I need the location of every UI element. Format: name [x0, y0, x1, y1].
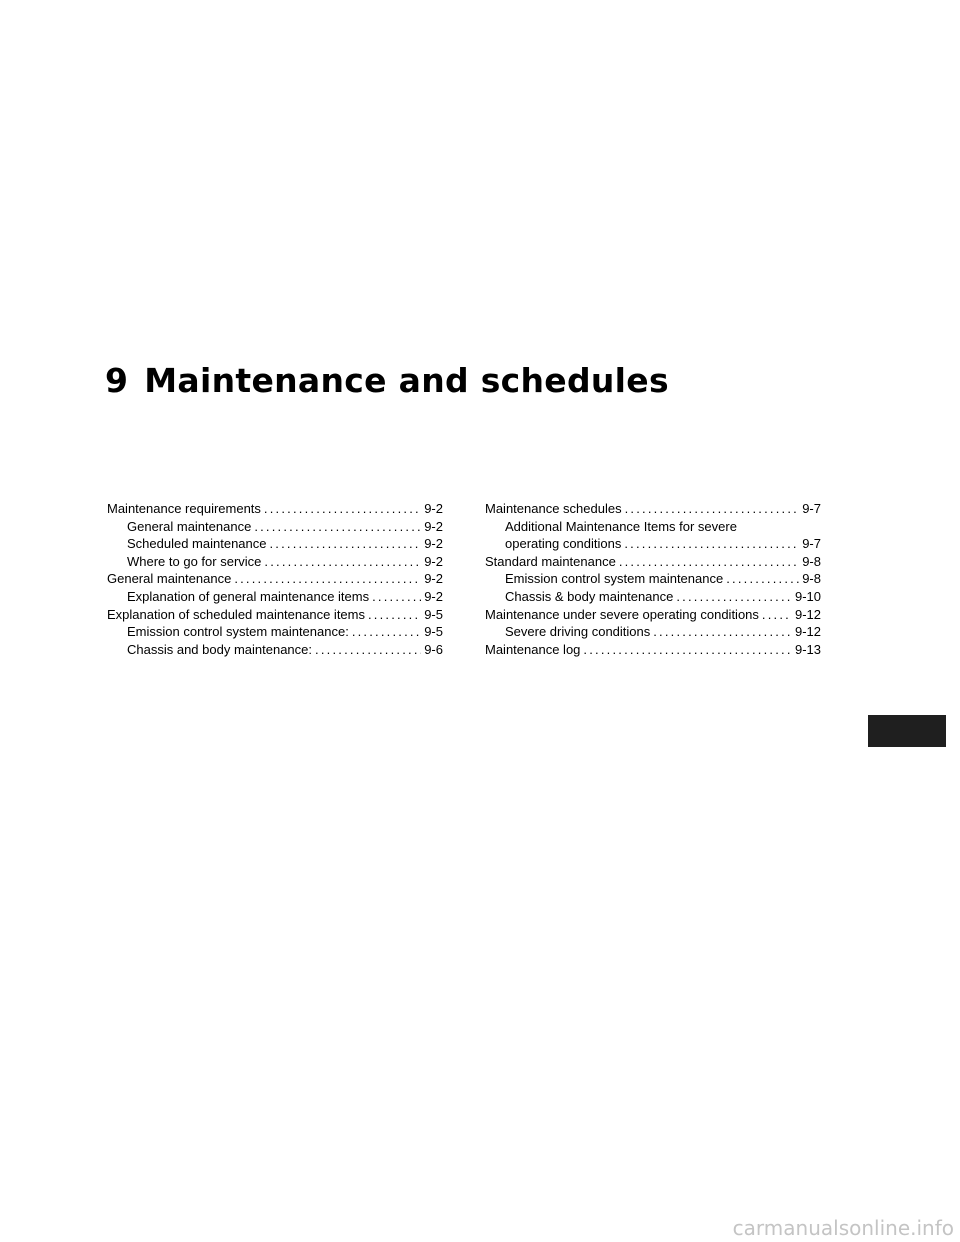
toc-entry-page: 9-2 [424, 518, 443, 534]
toc-leader [676, 588, 792, 606]
toc-entry-title: Emission control system maintenance: [127, 624, 349, 640]
toc-entry[interactable] [107, 641, 443, 659]
toc-leader [583, 641, 792, 659]
toc-entry-page: 9-7 [802, 536, 821, 552]
chapter-number: 9 [105, 361, 129, 400]
toc-entry-title: Maintenance requirements [107, 501, 261, 516]
toc-entry-title: operating conditions [505, 536, 622, 552]
toc-leader [625, 500, 800, 518]
toc-entry-page: 9-8 [802, 571, 821, 587]
toc-leader [624, 535, 799, 553]
chapter-title-text: Maintenance and schedules [144, 361, 669, 400]
toc-leader [264, 553, 421, 571]
toc-entry[interactable] [107, 570, 443, 588]
toc-entry-page: 9-12 [794, 624, 821, 640]
toc-leader [653, 623, 792, 641]
toc-entry-title: General maintenance [127, 518, 252, 534]
toc-entry[interactable] [107, 553, 443, 571]
toc-entry-page: 9-5 [424, 606, 443, 622]
toc-entry[interactable] [485, 606, 821, 624]
toc-entry-title: Explanation of general maintenance items [127, 588, 370, 604]
toc-leader [762, 606, 792, 624]
toc-entry-page: 9-8 [802, 553, 821, 569]
toc-entry-page: 9-10 [794, 588, 821, 604]
toc-entry[interactable] [485, 641, 821, 659]
watermark-text: carmanualsonline.info [732, 1216, 954, 1240]
toc-leader [352, 623, 421, 641]
toc-entry-title: Emission control system maintenance [505, 571, 724, 587]
toc-entry[interactable] [107, 623, 443, 641]
toc-leader [270, 535, 422, 553]
toc-entry[interactable] [107, 518, 443, 536]
toc-entry-page: 9-2 [424, 536, 443, 552]
toc-entry-page: 9-13 [794, 641, 821, 657]
toc-entry[interactable] [485, 553, 821, 571]
toc-entry-page: 9-2 [424, 501, 443, 516]
toc-entry[interactable] [485, 623, 821, 641]
toc-leader [315, 641, 421, 659]
toc-entry-page: 9-2 [424, 588, 443, 604]
toc-entry[interactable] [107, 535, 443, 553]
toc-entry-title: Maintenance log [485, 641, 581, 657]
toc-entry-page: 9-5 [424, 624, 443, 640]
toc-leader [619, 553, 799, 571]
chapter-tab-marker [868, 715, 946, 747]
toc-entry-title: Chassis & body maintenance [505, 588, 674, 604]
chapter-title [105, 361, 669, 400]
toc-entry-title: Severe driving conditions [505, 624, 651, 640]
toc-entry[interactable] [107, 588, 443, 606]
toc-entry-page: 9-2 [424, 553, 443, 569]
toc-leader [264, 500, 421, 518]
toc-entry-page: 9-7 [802, 501, 821, 516]
toc-right-column [485, 500, 821, 658]
toc-leader [368, 606, 421, 624]
toc-entry-title: Where to go for service [127, 553, 262, 569]
toc-entry-page: 9-6 [424, 641, 443, 657]
toc-leader [372, 588, 421, 606]
toc-leader [254, 518, 421, 536]
toc-entry-title: Maintenance under severe operating conditions [485, 606, 759, 622]
toc-leader [234, 570, 421, 588]
toc-entry-title: Scheduled maintenance [127, 536, 267, 552]
toc-entry[interactable] [107, 500, 443, 518]
toc-entry[interactable] [485, 518, 821, 553]
toc-entry-page: 9-12 [794, 606, 821, 622]
toc-entry-page: 9-2 [424, 571, 443, 587]
toc-entry-title: General maintenance [107, 571, 232, 587]
toc-left-column [107, 500, 443, 658]
toc-entry[interactable] [485, 570, 821, 588]
toc-entry[interactable] [485, 588, 821, 606]
toc-entry[interactable] [485, 500, 821, 518]
toc-entry-title: Standard maintenance [485, 553, 616, 569]
toc-entry-title-line1: Additional Maintenance Items for severe [505, 518, 737, 534]
toc-leader [726, 570, 799, 588]
toc-entry-title: Maintenance schedules [485, 501, 622, 516]
toc-entry-title: Chassis and body maintenance: [127, 641, 313, 657]
toc-entry[interactable] [107, 606, 443, 624]
toc-entry-title: Explanation of scheduled maintenance items [107, 606, 365, 622]
